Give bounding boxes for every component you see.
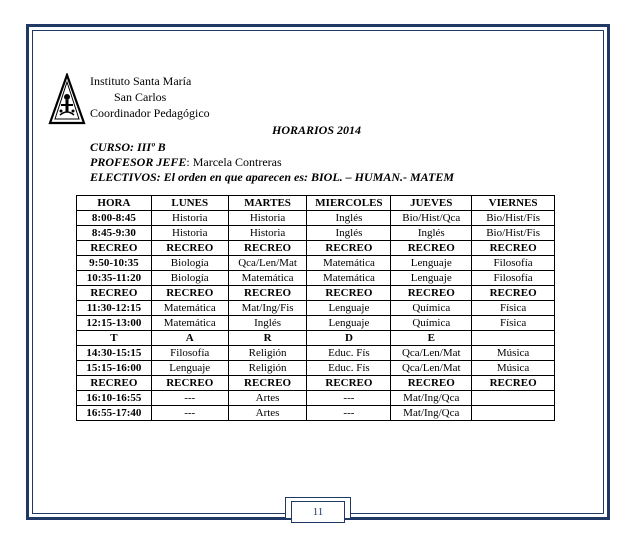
table-row [77,211,555,226]
subject-cell [472,331,555,346]
time-cell: 16:55-17:40 [77,406,152,421]
subject-cell: RECREO [391,241,472,256]
subject-cell: RECREO [472,241,555,256]
subject-cell: Inglés [228,316,307,331]
subject-cell: Biología [151,271,228,286]
table-row [77,316,555,331]
table-row [77,241,555,256]
subject-cell: Religión [228,346,307,361]
school-crest-logo [48,73,86,125]
subject-cell: Religión [228,361,307,376]
time-cell: 8:00-8:45 [77,211,152,226]
subject-cell: Bio/Hist/Fis [472,226,555,241]
table-row [77,406,555,421]
table-row [77,286,555,301]
subject-cell: RECREO [307,376,391,391]
curso-label: CURSO: IIIº B [90,140,166,154]
subject-cell: --- [307,406,391,421]
subject-cell: Filosofía [472,256,555,271]
subject-cell: Mat/Ing/Qca [391,391,472,406]
subject-cell: Física [472,301,555,316]
time-cell: 14:30-15:15 [77,346,152,361]
subject-cell: RECREO [228,376,307,391]
subject-cell: RECREO [151,286,228,301]
subject-cell: E [391,331,472,346]
subject-cell: Música [472,346,555,361]
subject-cell: Mat/Ing/Fis [228,301,307,316]
schedule-table [76,195,555,421]
subject-cell: A [151,331,228,346]
profesor-line [90,155,282,170]
time-cell: 10:35-11:20 [77,271,152,286]
subject-cell: RECREO [472,286,555,301]
subject-cell: RECREO [391,376,472,391]
subject-cell: Lenguaje [151,361,228,376]
subject-cell: Matemática [151,316,228,331]
time-cell: 16:10-16:55 [77,391,152,406]
header-martes: MARTES [228,196,307,211]
header-lunes: LUNES [151,196,228,211]
time-cell: 12:15-13:00 [77,316,152,331]
subject-cell: Historia [228,226,307,241]
subject-cell: Lenguaje [307,301,391,316]
subject-cell: Educ. Fís [307,361,391,376]
subject-cell: RECREO [307,241,391,256]
subject-cell: Bio/Hist/Qca [391,211,472,226]
subject-cell: Qca/Len/Mat [391,361,472,376]
subject-cell: --- [307,391,391,406]
table-row [77,301,555,316]
subject-cell: Educ. Fís [307,346,391,361]
subject-cell: Biología [151,256,228,271]
time-cell: T [77,331,152,346]
subject-cell: Filosofía [151,346,228,361]
subject-cell: Lenguaje [307,316,391,331]
subject-cell: Qca/Len/Mat [228,256,307,271]
subject-cell: D [307,331,391,346]
subject-cell: Bio/Hist/Fís [472,211,555,226]
page-number: 11 [291,501,345,523]
subject-cell: RECREO [151,376,228,391]
subject-cell: Historia [151,211,228,226]
time-cell: RECREO [77,376,152,391]
subject-cell: Matemática [151,301,228,316]
subject-cell: Inglés [391,226,472,241]
subject-cell: --- [151,406,228,421]
time-cell: 11:30-12:15 [77,301,152,316]
subject-cell: RECREO [228,286,307,301]
table-row [77,256,555,271]
subject-cell: RECREO [391,286,472,301]
subject-cell: RECREO [228,241,307,256]
table-row [77,226,555,241]
table-row [77,391,555,406]
subject-cell: Química [391,301,472,316]
header-hora: HORA [77,196,152,211]
subject-cell: Lenguaje [391,256,472,271]
curso-line [90,140,166,155]
coordinator-role: Coordinador Pedagógico [90,106,210,120]
subject-cell: Inglés [307,226,391,241]
subject-cell: Matemática [228,271,307,286]
time-cell: RECREO [77,286,152,301]
subject-cell: Filosofía [472,271,555,286]
subject-cell: Historia [151,226,228,241]
table-row [77,361,555,376]
subject-cell: Matemática [307,256,391,271]
subject-cell: Química [391,316,472,331]
subject-cell: --- [151,391,228,406]
subject-cell: Artes [228,391,307,406]
profesor-value: : Marcela Contreras [186,155,282,169]
subject-cell: R [228,331,307,346]
table-header-row [77,196,555,211]
subject-cell: Música [472,361,555,376]
time-cell: 8:45-9:30 [77,226,152,241]
table-row [77,331,555,346]
table-row [77,271,555,286]
subject-cell: Artes [228,406,307,421]
subject-cell: Mat/Ing/Qca [391,406,472,421]
subject-cell [472,391,555,406]
subject-cell: RECREO [472,376,555,391]
header-jueves: JUEVES [391,196,472,211]
subject-cell: Qca/Len/Mat [391,346,472,361]
subject-cell: Matemática [307,271,391,286]
profesor-label: PROFESOR JEFE [90,155,187,169]
time-cell: 15:15-16:00 [77,361,152,376]
document-title: HORARIOS 2014 [272,123,362,137]
table-row [77,346,555,361]
time-cell: 9:50-10:35 [77,256,152,271]
time-cell: RECREO [77,241,152,256]
subject-cell: Inglés [307,211,391,226]
subject-cell [472,406,555,421]
city-name: San Carlos [114,90,167,104]
subject-cell: RECREO [151,241,228,256]
electivos-text: ELECTIVOS: El orden en que aparecen es: BIOL. – HUMAN.- MATEM [90,170,455,184]
header-miercoles: MIERCOLES [307,196,391,211]
subject-cell: Lenguaje [391,271,472,286]
subject-cell: Física [472,316,555,331]
header-viernes: VIERNES [472,196,555,211]
electivos-line [90,170,454,185]
subject-cell: Historia [228,211,307,226]
table-row [77,376,555,391]
subject-cell: RECREO [307,286,391,301]
institution-name: Instituto Santa María [90,74,192,88]
